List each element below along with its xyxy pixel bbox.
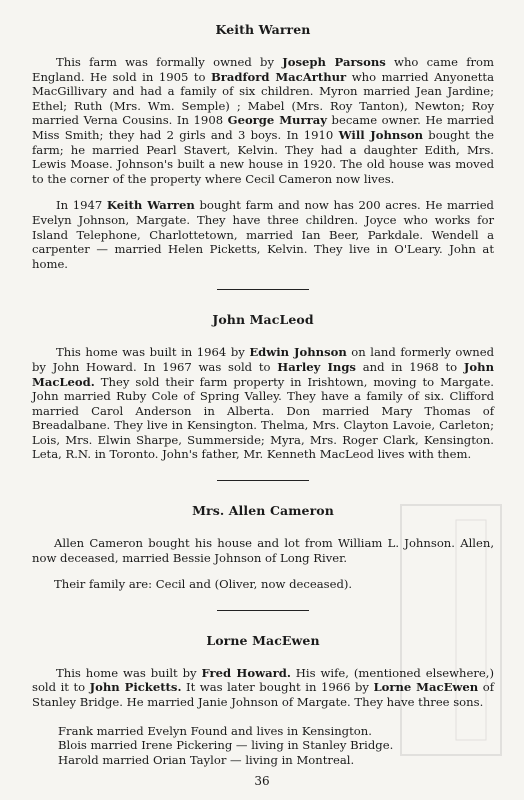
section-divider (217, 480, 309, 481)
bold-name: John MacLeod. (32, 359, 494, 389)
text-run: bought farm and now has 200 acres. He married Evelyn Johnson, Margate. They have three children. Joyce who works for Island Telephone, Charlottetown, married Ian Beer, Parkdale. Wendell a carpenter — married Helen Picketts, Kelvin. They live in O'Leary. John at home. (32, 198, 494, 271)
paragraph-keith-warren-1 (32, 55, 494, 186)
bold-name: Bradford MacArthur (211, 69, 347, 84)
text-run: This home was built by (56, 665, 202, 680)
text-run: They sold their farm property in Irishtown, moving to Margate. John married Ruby Cole of Spring Valley. They have a family of six. Clifford married Carol Anderson in Alberta. Don married Mary Thomas of Breadalbane. They live in Kensington. Thelma, Mrs. Clayton Lavoie, Carleton; Lois, Mrs. Elwin Sharpe, Summerside; Myra, Mrs. Roger Clark, Kensington. Leta, R.N. in Toronto. John's father, Mr. Kenneth MacLeod lives with them. (32, 374, 494, 462)
text-run: In 1947 (56, 198, 107, 213)
section-divider (217, 289, 309, 290)
list-item: Blois married Irene Pickering — living in Stanley Bridge. (58, 738, 394, 753)
text-run: on land formerly owned by John Howard. In 1967 was sold to (32, 345, 495, 374)
paragraph-allen-cameron-2: Their family are: Cecil and (Oliver, now deceased). (54, 577, 353, 592)
bold-name: John Picketts. (89, 680, 182, 695)
bold-name: Harley Ings (277, 359, 356, 374)
text-run: bought the farm; he married Pearl Stavert, Kelvin. They had a daughter Edith, Mrs. Lewis Moase. Johnson's built a new house in 1920. The old house was moved to the corner of the property where Cecil Cameron now lives. (32, 127, 494, 186)
bold-name: Edwin Johnson (249, 345, 347, 360)
text-run: became owner. He married Miss Smith; they had 2 girls and 3 boys. In 1910 (32, 113, 494, 142)
bold-name: Keith Warren (106, 198, 195, 213)
paragraph-john-macleod (32, 345, 494, 462)
section-heading-keith-warren: Keith Warren (215, 22, 311, 37)
paragraph-allen-cameron-1: Allen Cameron bought his house and lot from William L. Johnson. Allen, now deceased, married Bessie Johnson of Long River. (32, 536, 494, 565)
list-item: Frank married Evelyn Found and lives in Kensington. (58, 723, 372, 738)
bold-name: Will Johnson (338, 127, 424, 142)
text-run: of Stanley Bridge. He married Janie Johnson of Margate. They have three sons. (32, 680, 495, 710)
text-run: and in 1968 to (355, 359, 464, 374)
text-run: who married Anyonetta MacGillivary and had a family of six children. Myron married Jean Jardine; Ethel; Ruth (Mrs. Wm. Semple) ; Mabel (Mrs. Roy Tanton), Newton; Roy married Verna Cousins. In 1908 (32, 69, 495, 128)
bold-name: George Murray (227, 113, 327, 128)
text-run: It was later bought in 1966 by (181, 680, 374, 695)
list-item: Harold married Orian Taylor — living in Montreal. (58, 752, 355, 767)
bold-name: Lorne MacEwen (373, 680, 479, 695)
section-heading-lorne-macewen: Lorne MacEwen (206, 632, 320, 648)
text-run: who came from England. He sold in 1905 to (32, 55, 494, 84)
text-run: This home was built in 1964 by (56, 345, 250, 360)
bold-name: Joseph Parsons (282, 55, 386, 69)
bold-name: Fred Howard. (201, 665, 291, 680)
section-heading-john-macleod: John MacLeod (212, 312, 314, 328)
text-run: His wife, (mentioned elsewhere,) sold it to (32, 665, 494, 695)
section-divider (217, 610, 309, 611)
paragraph-keith-warren-2 (32, 198, 494, 271)
show-through-watermark (396, 500, 506, 760)
section-heading-mrs-allen-cameron: Mrs. Allen Cameron (192, 503, 334, 519)
page-number: 36 (254, 774, 270, 788)
text-run: This farm was formally owned by (56, 55, 283, 69)
